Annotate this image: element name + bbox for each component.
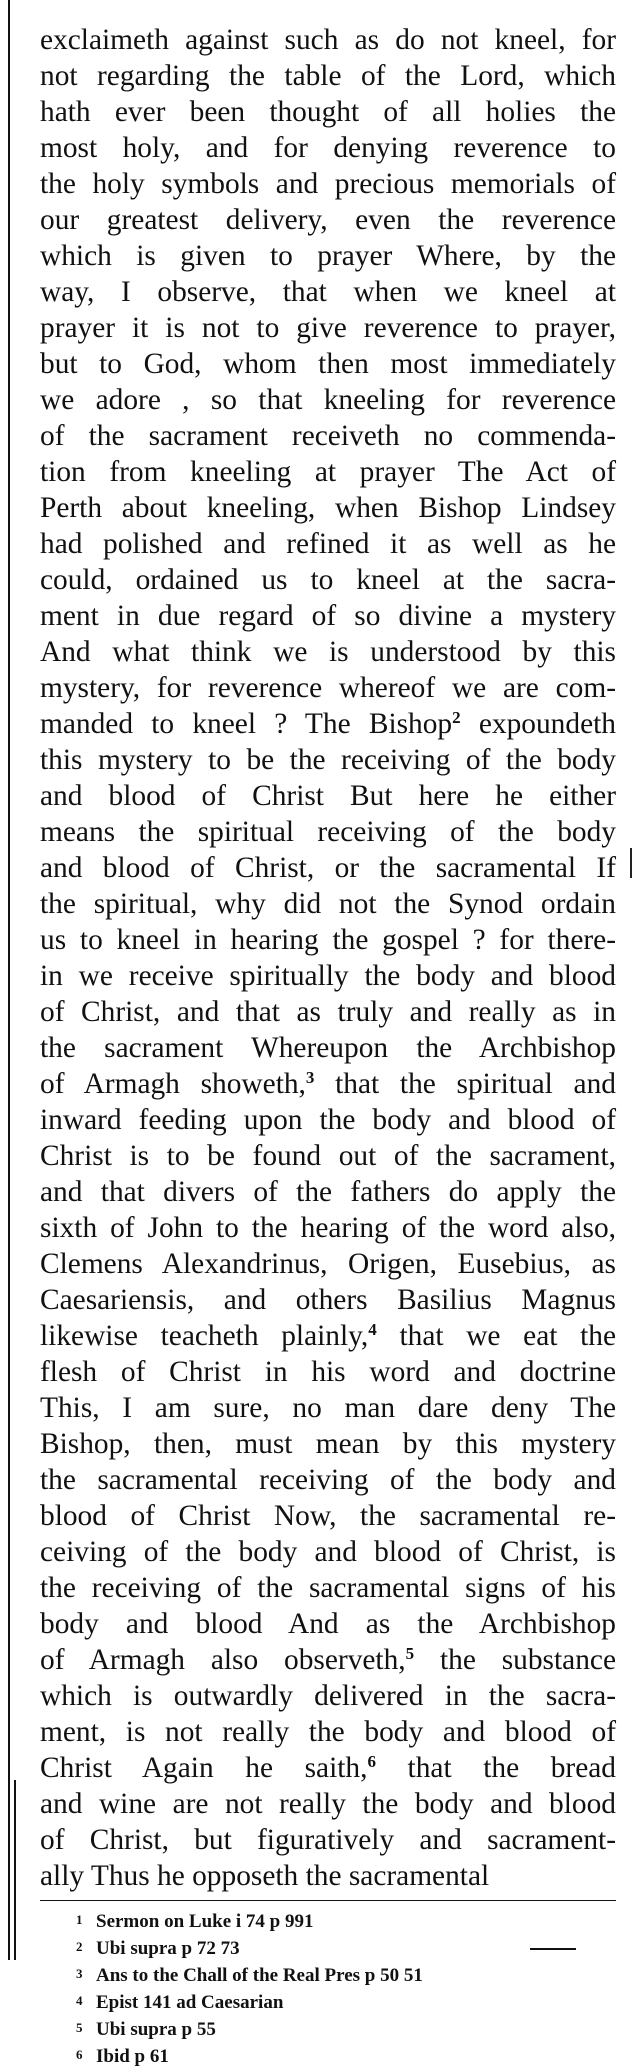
footnote-mark: 2 bbox=[76, 1939, 83, 1954]
text-segment: of Armagh also observeth, bbox=[40, 1644, 406, 1676]
text-line: tion from kneeling at prayer The Act of bbox=[40, 456, 616, 488]
text-segment: of Armagh showeth, bbox=[40, 1068, 306, 1100]
text-line: This, I am sure, no man dare deny The bbox=[40, 1392, 616, 1424]
text-line: Perth about kneeling, when Bishop Lindsey bbox=[40, 492, 616, 524]
text-line: ment, is not really the body and blood of bbox=[40, 1716, 616, 1748]
footnote-text: Sermon on Luke i 74 p 991 bbox=[96, 1911, 314, 1932]
right-margin-tick bbox=[630, 848, 632, 878]
text-line: Clemens Alexandrinus, Origen, Eusebius, as bbox=[40, 1248, 616, 1280]
footnote bbox=[76, 2042, 616, 2069]
text-line: means the spiritual receiving of the body bbox=[40, 816, 616, 848]
text-line: sixth of John to the hearing of the word also, bbox=[40, 1212, 616, 1244]
left-margin-rule bbox=[8, 0, 10, 1960]
text-segment: that we eat the bbox=[376, 1320, 616, 1352]
text-line: we adore , so that kneeling for reverence bbox=[40, 384, 616, 416]
footnotes bbox=[40, 1907, 616, 2069]
text-segment: the substance bbox=[414, 1644, 616, 1676]
footnote-text: Ibid p 61 bbox=[96, 2046, 169, 2067]
text-line: and that divers of the fathers do apply the bbox=[40, 1176, 616, 1208]
footnote-divider bbox=[40, 1900, 616, 1901]
text-segment: manded to kneel ? The Bishop bbox=[40, 708, 453, 740]
text-line-with-ref bbox=[40, 1750, 616, 1786]
text-line: the sacrament Whereupon the Archbishop bbox=[40, 1032, 616, 1064]
text-line: the sacramental receiving of the body and bbox=[40, 1464, 616, 1496]
body-text bbox=[40, 22, 616, 1894]
text-line-with-ref bbox=[40, 1318, 616, 1354]
text-line: prayer it is not to give reverence to prayer, bbox=[40, 312, 616, 344]
text-line: ment in due regard of so divine a mystery bbox=[40, 600, 616, 632]
text-line: hath ever been thought of all holies the bbox=[40, 96, 616, 128]
text-segment: that the bread bbox=[375, 1752, 616, 1784]
text-line: in we receive spiritually the body and blood bbox=[40, 960, 616, 992]
footnote-mark: 5 bbox=[76, 2020, 83, 2035]
text-segment: Christ Again he saith, bbox=[40, 1752, 368, 1784]
text-line: ally Thus he opposeth the sacramental bbox=[40, 1860, 490, 1892]
footnote-ref: 6 bbox=[367, 1752, 376, 1771]
text-line: the holy symbols and precious memorials of bbox=[40, 168, 616, 200]
text-line: blood of Christ Now, the sacramental re- bbox=[40, 1500, 616, 1532]
text-line: which is given to prayer Where, by the bbox=[40, 240, 616, 272]
footnote-text: Ans to the Chall of the Real Pres p 50 51 bbox=[96, 1965, 423, 1986]
text-line: could, ordained us to kneel at the sacra- bbox=[40, 564, 616, 596]
footnote bbox=[76, 1907, 616, 1934]
footnote-ref: 3 bbox=[305, 1068, 315, 1087]
text-line: way, I observe, that when we kneel at bbox=[40, 276, 616, 308]
text-line: us to kneel in hearing the gospel ? for there- bbox=[40, 924, 616, 956]
text-line: inward feeding upon the body and blood of bbox=[40, 1104, 616, 1136]
text-line: most holy, and for denying reverence to bbox=[40, 132, 616, 164]
text-line: Caesariensis, and others Basilius Magnus bbox=[40, 1284, 616, 1316]
text-line: Bishop, then, must mean by this mystery bbox=[40, 1428, 616, 1460]
footnote-text: Ubi supra p 55 bbox=[96, 2019, 216, 2040]
text-line-with-ref bbox=[40, 1642, 616, 1678]
text-line: exclaimeth against such as do not kneel, for bbox=[40, 24, 616, 56]
text-line: our greatest delivery, even the reverence bbox=[40, 204, 616, 236]
footnote-ref: 4 bbox=[368, 1320, 377, 1339]
text-line-with-ref bbox=[40, 706, 616, 742]
text-line: body and blood And as the Archbishop bbox=[40, 1608, 616, 1640]
text-line: the spiritual, why did not the Synod ordain bbox=[40, 888, 616, 920]
text-line: but to God, whom then most immediately bbox=[40, 348, 616, 380]
footnote-ref: 5 bbox=[405, 1644, 415, 1663]
footnote-ref: 2 bbox=[452, 708, 461, 727]
text-segment: expoundeth bbox=[460, 708, 616, 740]
text-line: mystery, for reverence whereof we are com- bbox=[40, 672, 616, 704]
footnote bbox=[76, 2015, 616, 2042]
text-line: of Christ, and that as truly and really as in bbox=[40, 996, 616, 1028]
footnote-text: Ubi supra p 72 73 bbox=[96, 1938, 240, 1959]
text-line: had polished and refined it as well as he bbox=[40, 528, 616, 560]
text-line: and blood of Christ, or the sacramental If bbox=[40, 852, 616, 884]
text-line: Christ is to be found out of the sacrament, bbox=[40, 1140, 616, 1172]
page-column bbox=[40, 22, 616, 2069]
footnote bbox=[76, 1988, 616, 2015]
left-margin-tick bbox=[14, 1780, 16, 1960]
footnote bbox=[76, 1961, 616, 1988]
text-line: and blood of Christ But here he either bbox=[40, 780, 616, 812]
text-line: this mystery to be the receiving of the body bbox=[40, 744, 616, 776]
text-segment: likewise teacheth plainly, bbox=[40, 1320, 369, 1352]
footnote-mark: 3 bbox=[76, 1966, 83, 1981]
text-line: which is outwardly delivered in the sacra- bbox=[40, 1680, 616, 1712]
footnote-mark: 1 bbox=[76, 1912, 83, 1927]
footnote-mark: 6 bbox=[76, 2047, 83, 2062]
text-line: flesh of Christ in his word and doctrine bbox=[40, 1356, 616, 1388]
text-line: And what think we is understood by this bbox=[40, 636, 616, 668]
text-line: not regarding the table of the Lord, which bbox=[40, 60, 616, 92]
text-line: of the sacrament receiveth no commenda- bbox=[40, 420, 616, 452]
footnote-text: Epist 141 ad Caesarian bbox=[96, 1992, 284, 2013]
text-line: and wine are not really the body and blood bbox=[40, 1788, 616, 1820]
text-segment: that the spiritual and bbox=[314, 1068, 616, 1100]
text-line: of Christ, but figuratively and sacrament- bbox=[40, 1824, 616, 1856]
bottom-mark bbox=[530, 1948, 576, 1950]
text-line: ceiving of the body and blood of Christ, is bbox=[40, 1536, 616, 1568]
text-line-with-ref bbox=[40, 1066, 616, 1102]
text-line: the receiving of the sacramental signs of his bbox=[40, 1572, 616, 1604]
footnote-mark: 4 bbox=[76, 1993, 83, 2008]
